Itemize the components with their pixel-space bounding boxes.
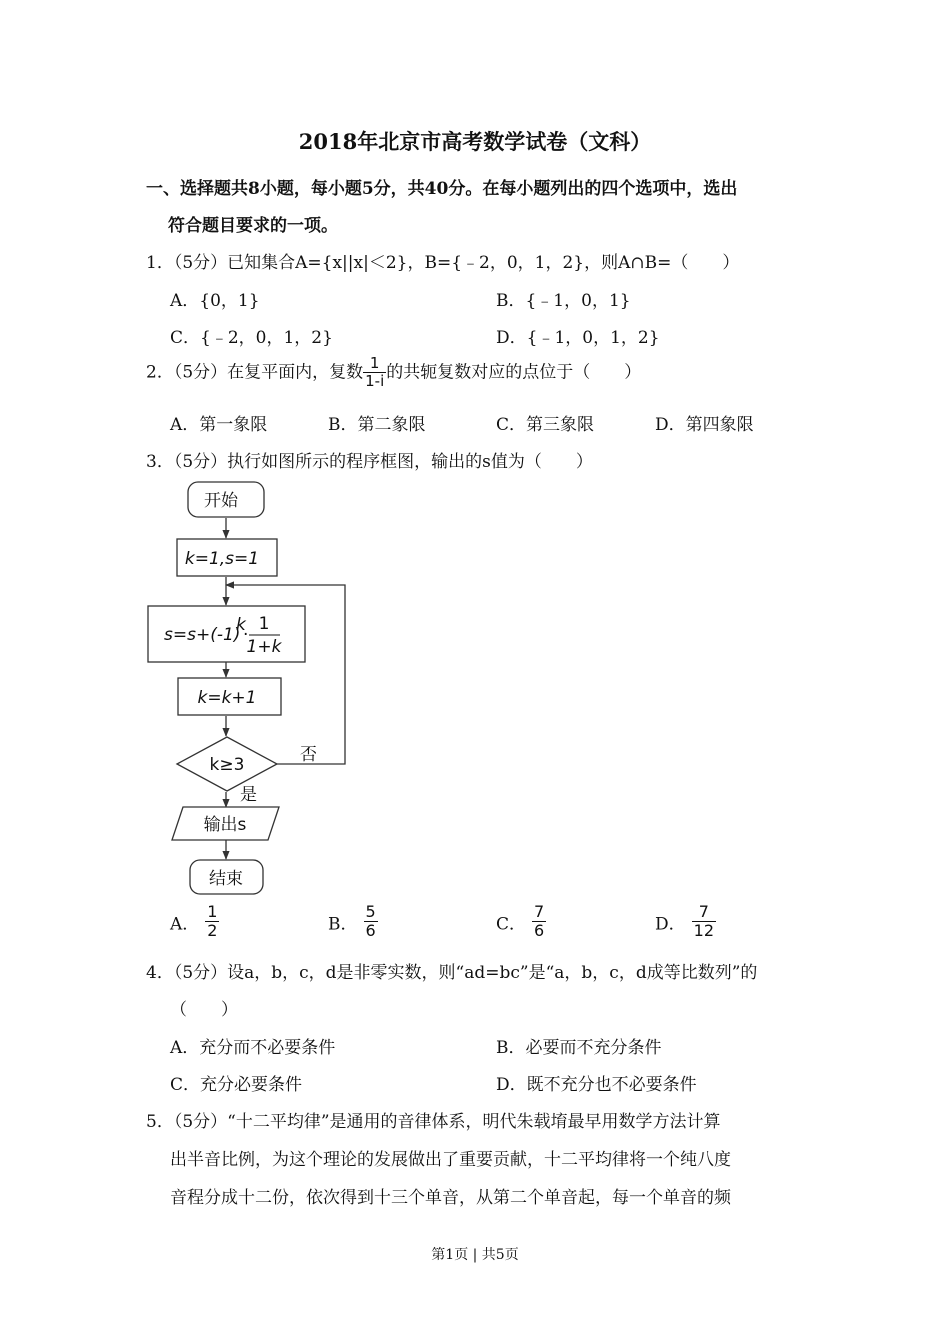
question-3-option-a-label: A． xyxy=(170,914,200,935)
question-4-option-b: B．必要而不充分条件 xyxy=(496,1038,662,1058)
question-3-option-d-den: 12 xyxy=(693,921,714,941)
question-3-option-c-fraction xyxy=(532,903,546,941)
question-3-stem: 3．（5分）执行如图所示的程序框图，输出的s值为（ ） xyxy=(146,452,593,472)
question-5-line-2: 出半音比例，为这个理论的发展做出了重要贡献，十二平均律将一个纯八度 xyxy=(170,1150,731,1170)
question-3-option-b-label: B． xyxy=(328,914,358,935)
page-title: 2018年北京市高考数学试卷（文科） xyxy=(298,129,652,154)
question-4-option-a: A．充分而不必要条件 xyxy=(170,1038,336,1058)
flow-update-den: 1+k xyxy=(246,637,282,657)
question-1-stem: 1．（5分）已知集合A={x||x|＜2}，B={﹣2，0，1，2}，则A∩B=（ ） xyxy=(146,253,740,273)
question-3-option-c-num: 7 xyxy=(534,902,545,921)
question-3-option-b xyxy=(328,903,378,941)
question-3-option-a-num: 1 xyxy=(207,902,218,921)
question-2-option-c: C．第三象限 xyxy=(496,415,595,435)
flow-update-pre: s=s+(-1) xyxy=(164,625,241,645)
question-5-line-1: 5．（5分）“十二平均律”是通用的音律体系，明代朱载堉最早用数学方法计算 xyxy=(146,1112,721,1132)
section-heading-cont: 符合题目要求的一项。 xyxy=(168,216,338,236)
question-2-option-b: B．第二象限 xyxy=(328,415,426,435)
question-3-option-a xyxy=(170,903,219,941)
question-4-option-d: D．既不充分也不必要条件 xyxy=(496,1075,697,1095)
question-2-option-a: A．第一象限 xyxy=(170,415,268,435)
question-3-option-d-num: 7 xyxy=(692,903,716,922)
flow-output-label: 输出s xyxy=(203,815,247,835)
question-2-stem-pre: 2．（5分）在复平面内，复数 xyxy=(146,362,364,383)
question-2-stem-post: 的共轭复数对应的点位于（ ） xyxy=(386,362,642,383)
question-3-option-c xyxy=(496,903,546,941)
flow-start-label: 开始 xyxy=(204,491,238,511)
flow-init-label: k=1,s=1 xyxy=(184,549,260,569)
question-1-option-b: B．{﹣1，0，1} xyxy=(496,291,631,311)
flow-update-num: 1 xyxy=(258,614,270,634)
question-3-option-c-label: C． xyxy=(496,914,527,935)
question-3-option-a-den: 2 xyxy=(207,921,218,941)
question-3-option-c-den: 6 xyxy=(534,921,545,941)
question-3-option-b-fraction xyxy=(364,903,378,941)
question-2-fraction-den: 1-i xyxy=(365,372,385,391)
question-3-option-a-fraction xyxy=(205,903,219,941)
flow-yes-label: 是 xyxy=(240,785,257,805)
question-3-option-b-den: 6 xyxy=(365,921,376,941)
flow-update-dot: · xyxy=(243,625,249,645)
question-4-stem: 4．（5分）设a，b，c，d是非零实数，则“ad=bc”是“a，b，c，d成等比数列”的 xyxy=(146,963,758,983)
page-footer: 第1页 | 共5页 xyxy=(431,1247,519,1263)
question-3-option-d-label: D． xyxy=(655,914,686,935)
flow-update-exp: k xyxy=(236,615,246,635)
question-3-option-d xyxy=(655,903,716,941)
question-2-option-d: D．第四象限 xyxy=(655,415,754,435)
flow-incr-label: k=k+1 xyxy=(197,688,257,708)
question-1-option-a: A．{0，1} xyxy=(170,291,260,311)
question-1-option-d: D．{﹣1，0，1，2} xyxy=(496,328,660,348)
question-4-option-c: C．充分必要条件 xyxy=(170,1075,303,1095)
flow-cond-label: k≥3 xyxy=(209,755,245,775)
question-3-option-d-fraction xyxy=(692,903,716,941)
question-2-fraction-num: 1 xyxy=(363,355,386,373)
question-1-option-c: C．{﹣2，0，1，2} xyxy=(170,328,333,348)
section-heading: 一、选择题共8小题，每小题5分，共40分。在每小题列出的四个选项中，选出 xyxy=(146,179,738,199)
question-4-stem-cont: （ ） xyxy=(170,1000,238,1020)
flow-no-label: 否 xyxy=(300,745,317,765)
question-5-line-3: 音程分成十二份，依次得到十三个单音，从第二个单音起，每一个单音的频 xyxy=(170,1188,731,1208)
question-3-option-b-num: 5 xyxy=(365,902,376,921)
flow-end-label: 结束 xyxy=(209,869,243,889)
